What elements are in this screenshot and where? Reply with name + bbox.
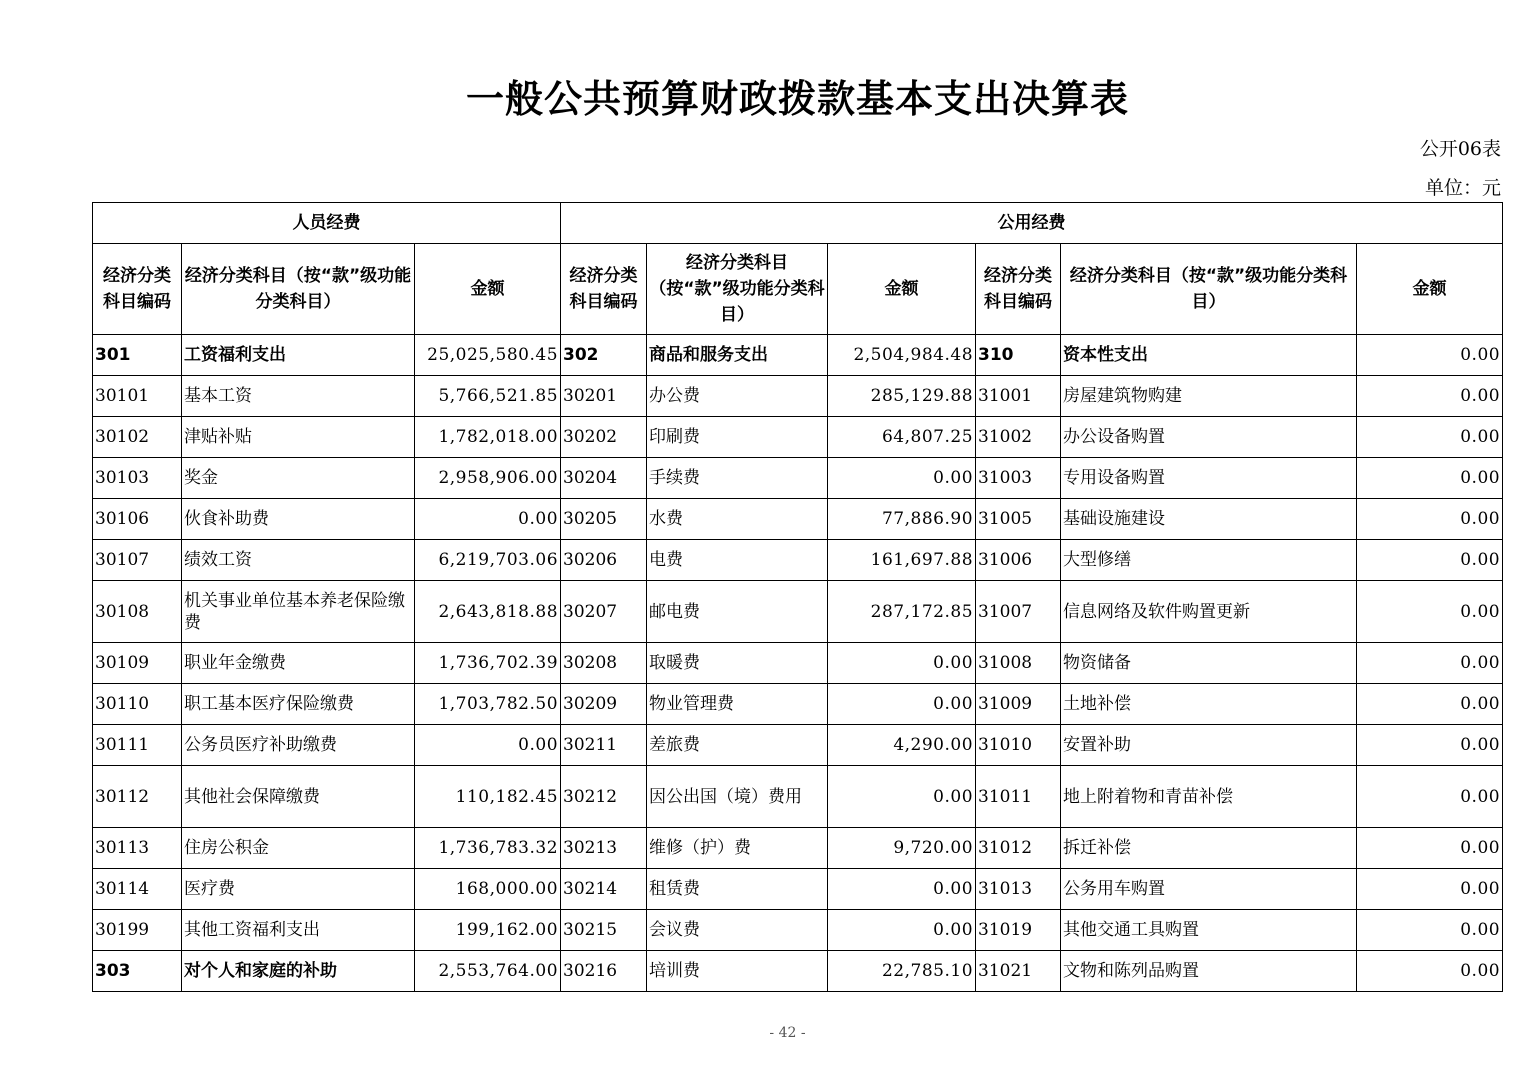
name-cell: 公务员医疗补助缴费 [182,725,415,766]
amount-cell: 2,643,818.88 [415,581,561,643]
code-cell: 30199 [93,910,182,951]
name-cell: 地上附着物和青苗补偿 [1061,766,1357,828]
name-cell: 水费 [647,499,828,540]
table-row [93,684,1503,725]
page-title: 一般公共预算财政拨款基本支出决算表 [465,77,1129,121]
amount-cell: 287,172.85 [828,581,976,643]
name-cell: 商品和服务支出 [647,335,828,376]
page-number: - 42 - [769,1025,806,1041]
name-cell: 公务用车购置 [1061,869,1357,910]
table-row [93,581,1503,643]
amount-cell: 2,504,984.48 [828,335,976,376]
section-personnel: 人员经费 [93,203,561,244]
amount-cell: 0.00 [1357,540,1503,581]
name-cell: 文物和陈列品购置 [1061,951,1357,992]
name-cell: 安置补助 [1061,725,1357,766]
table-row [93,335,1503,376]
code-cell: 30202 [561,417,647,458]
amount-cell: 0.00 [1357,910,1503,951]
code-cell: 31005 [976,499,1061,540]
code-cell: 30106 [93,499,182,540]
code-cell: 30213 [561,828,647,869]
name-cell: 印刷费 [647,417,828,458]
name-cell: 因公出国（境）费用 [647,766,828,828]
table-row [93,725,1503,766]
code-cell: 301 [93,335,182,376]
amount-cell: 9,720.00 [828,828,976,869]
code-cell: 31006 [976,540,1061,581]
name-cell: 手续费 [647,458,828,499]
name-cell: 住房公积金 [182,828,415,869]
amount-cell: 25,025,580.45 [415,335,561,376]
table-row [93,499,1503,540]
amount-cell: 0.00 [1357,869,1503,910]
code-cell: 30113 [93,828,182,869]
amount-cell: 0.00 [1357,499,1503,540]
code-cell: 31010 [976,725,1061,766]
name-cell: 基本工资 [182,376,415,417]
amount-cell: 1,736,783.32 [415,828,561,869]
code-cell: 302 [561,335,647,376]
name-cell: 专用设备购置 [1061,458,1357,499]
amount-cell: 0.00 [1357,725,1503,766]
header-name: 经济分类科目（按“款”级功能分类科目） [182,244,415,335]
header-code: 经济分类科目编码 [976,244,1061,335]
code-cell: 30108 [93,581,182,643]
header-amount: 金额 [828,244,976,335]
amount-cell: 0.00 [1357,828,1503,869]
code-cell: 30114 [93,869,182,910]
amount-cell: 0.00 [1357,951,1503,992]
amount-cell: 22,785.10 [828,951,976,992]
amount-cell: 0.00 [828,869,976,910]
name-cell: 津贴补贴 [182,417,415,458]
code-cell: 30212 [561,766,647,828]
header-code: 经济分类科目编码 [93,244,182,335]
code-cell: 30111 [93,725,182,766]
amount-cell: 1,736,702.39 [415,643,561,684]
header-name: 经济分类科目（按“款”级功能分类科目） [1061,244,1357,335]
section-public: 公用经费 [561,203,1503,244]
code-cell: 30207 [561,581,647,643]
code-cell: 30211 [561,725,647,766]
amount-cell: 0.00 [1357,643,1503,684]
code-cell: 30102 [93,417,182,458]
name-cell: 机关事业单位基本养老保险缴费 [182,581,415,643]
amount-cell: 1,782,018.00 [415,417,561,458]
amount-cell: 77,886.90 [828,499,976,540]
name-cell: 取暖费 [647,643,828,684]
name-cell: 邮电费 [647,581,828,643]
code-cell: 30215 [561,910,647,951]
name-cell: 会议费 [647,910,828,951]
name-cell: 其他社会保障缴费 [182,766,415,828]
code-cell: 31001 [976,376,1061,417]
name-cell: 大型修缮 [1061,540,1357,581]
amount-cell: 0.00 [1357,766,1503,828]
name-cell: 物业管理费 [647,684,828,725]
table-row [93,766,1503,828]
code-cell: 30205 [561,499,647,540]
code-cell: 30112 [93,766,182,828]
amount-cell: 0.00 [415,499,561,540]
name-cell: 拆迁补偿 [1061,828,1357,869]
table-row [93,828,1503,869]
name-cell: 其他工资福利支出 [182,910,415,951]
code-cell: 31008 [976,643,1061,684]
name-cell: 办公费 [647,376,828,417]
amount-cell: 2,553,764.00 [415,951,561,992]
code-cell: 31021 [976,951,1061,992]
name-cell: 维修（护）费 [647,828,828,869]
name-cell: 物资储备 [1061,643,1357,684]
code-cell: 30109 [93,643,182,684]
code-cell: 30101 [93,376,182,417]
amount-cell: 285,129.88 [828,376,976,417]
code-cell: 310 [976,335,1061,376]
header-name: 经济分类科目（按“款”级功能分类科目） [647,244,828,335]
table-row [93,951,1503,992]
code-cell: 30107 [93,540,182,581]
amount-cell: 64,807.25 [828,417,976,458]
code-cell: 31019 [976,910,1061,951]
code-cell: 31013 [976,869,1061,910]
code-cell: 303 [93,951,182,992]
code-cell: 30201 [561,376,647,417]
table-row [93,869,1503,910]
amount-cell: 5,766,521.85 [415,376,561,417]
name-cell: 资本性支出 [1061,335,1357,376]
code-cell: 30206 [561,540,647,581]
name-cell: 伙食补助费 [182,499,415,540]
name-cell: 办公设备购置 [1061,417,1357,458]
amount-cell: 0.00 [1357,335,1503,376]
name-cell: 绩效工资 [182,540,415,581]
amount-cell: 0.00 [1357,684,1503,725]
header-amount: 金额 [415,244,561,335]
name-cell: 奖金 [182,458,415,499]
amount-cell: 0.00 [1357,458,1503,499]
code-cell: 31012 [976,828,1061,869]
code-cell: 31009 [976,684,1061,725]
amount-cell: 0.00 [828,643,976,684]
code-cell: 31003 [976,458,1061,499]
amount-cell: 4,290.00 [828,725,976,766]
amount-cell: 199,162.00 [415,910,561,951]
name-cell: 房屋建筑物购建 [1061,376,1357,417]
name-cell: 职工基本医疗保险缴费 [182,684,415,725]
code-cell: 30204 [561,458,647,499]
amount-cell: 0.00 [1357,417,1503,458]
code-cell: 31007 [976,581,1061,643]
name-cell: 医疗费 [182,869,415,910]
amount-cell: 1,703,782.50 [415,684,561,725]
amount-cell: 2,958,906.00 [415,458,561,499]
amount-cell: 0.00 [828,684,976,725]
column-header-row [93,244,1503,335]
code-cell: 30103 [93,458,182,499]
section-header-row [93,203,1503,244]
name-cell: 基础设施建设 [1061,499,1357,540]
amount-cell: 0.00 [828,766,976,828]
amount-cell: 0.00 [828,458,976,499]
table-row [93,458,1503,499]
code-cell: 31002 [976,417,1061,458]
unit-label: 单位：元 [1424,177,1501,199]
amount-cell: 0.00 [1357,376,1503,417]
expenditure-table [92,202,1503,992]
amount-cell: 168,000.00 [415,869,561,910]
table-row [93,910,1503,951]
code-cell: 30216 [561,951,647,992]
name-cell: 职业年金缴费 [182,643,415,684]
header-code: 经济分类科目编码 [561,244,647,335]
code-cell: 30208 [561,643,647,684]
table-row [93,417,1503,458]
table-row [93,540,1503,581]
name-cell: 培训费 [647,951,828,992]
name-cell: 土地补偿 [1061,684,1357,725]
name-cell: 差旅费 [647,725,828,766]
code-cell: 30110 [93,684,182,725]
name-cell: 租赁费 [647,869,828,910]
amount-cell: 0.00 [1357,581,1503,643]
amount-cell: 110,182.45 [415,766,561,828]
header-amount: 金额 [1357,244,1503,335]
name-cell: 工资福利支出 [182,335,415,376]
name-cell: 信息网络及软件购置更新 [1061,581,1357,643]
code-cell: 31011 [976,766,1061,828]
name-cell: 对个人和家庭的补助 [182,951,415,992]
name-cell: 电费 [647,540,828,581]
name-cell: 其他交通工具购置 [1061,910,1357,951]
amount-cell: 0.00 [828,910,976,951]
table-number: 公开06表 [1419,138,1501,160]
code-cell: 30214 [561,869,647,910]
table-row [93,376,1503,417]
code-cell: 30209 [561,684,647,725]
amount-cell: 0.00 [415,725,561,766]
table-row [93,643,1503,684]
amount-cell: 6,219,703.06 [415,540,561,581]
amount-cell: 161,697.88 [828,540,976,581]
